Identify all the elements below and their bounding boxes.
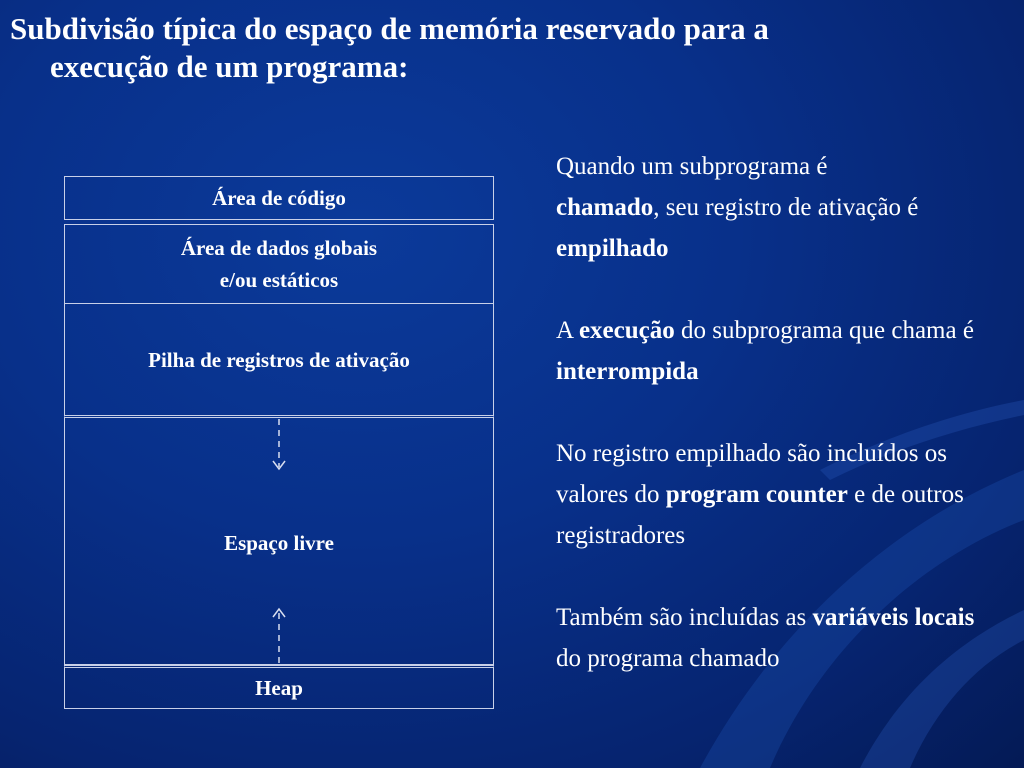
note-3-bold-a: program counter [665,481,848,508]
note-1-bold-b: empilhado [556,235,669,262]
title-line-2: execução de um programa: [50,49,409,84]
code-area-label: Área de código [212,186,346,210]
note-paragraph-3 [556,433,986,556]
note-4-text-a: Também são incluídas as [556,604,813,631]
note-paragraph-4 [556,597,986,679]
explanation-text [556,146,986,679]
note-3-text-b: e de outros registradores [556,481,964,549]
note-1-text-b: , seu registro de ativação é [653,194,919,221]
note-2-bold-a: execução [578,317,675,344]
note-2-text-b: do subprograma que chama é [674,317,974,344]
heap-label: Heap [255,676,303,700]
note-2-bold-b: interrompida [556,358,699,385]
note-1-bold-a: chamado [556,194,654,221]
note-3-text-a: No registro empilhado são incluídos os valores do [556,440,947,508]
heap-block [64,665,494,709]
note-1-text-a: Quando um subprograma é [556,153,828,180]
note-paragraph-2 [556,310,986,392]
note-2-text-a: A [556,317,579,344]
global-data-label-line-1: Área de dados globais [180,236,378,260]
activation-stack-block [64,303,494,415]
global-data-block [64,224,494,303]
free-space-block [64,415,494,665]
title-line-1: Subdivisão típica do espaço de memória reservado para a [10,11,769,46]
note-4-bold-a: variáveis locais [812,604,975,631]
note-4-text-b: do programa chamado [556,645,780,672]
activation-stack-label: Pilha de registros de ativação [148,347,410,372]
slide-title [10,10,990,86]
note-paragraph-1 [556,146,986,269]
free-space-label: Espaço livre [224,531,334,555]
global-data-label-line-2: e/ou estáticos [219,268,339,292]
code-area-block [64,176,494,220]
